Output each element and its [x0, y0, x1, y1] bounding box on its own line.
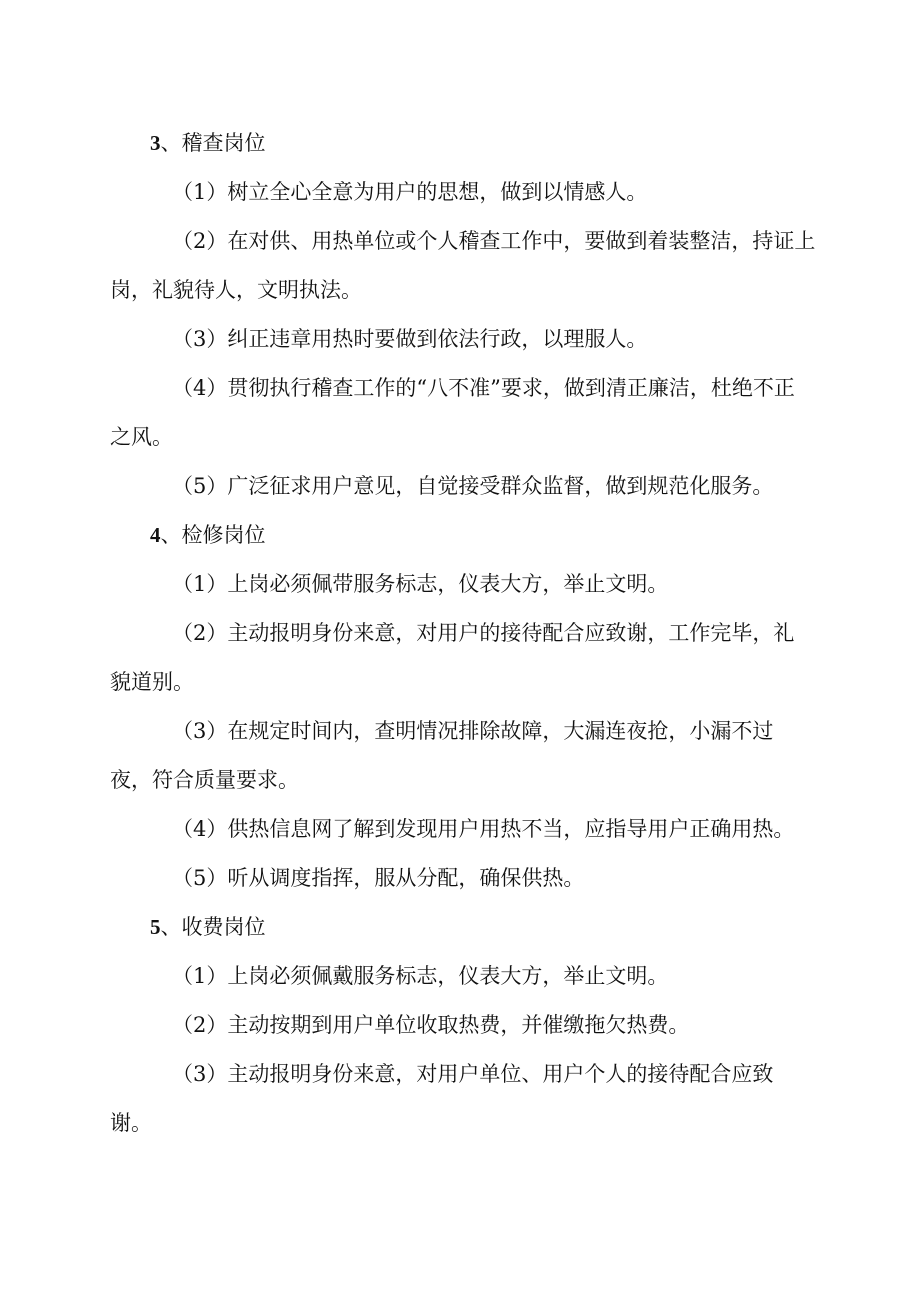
list-item: （4）供热信息网了解到发现用户用热不当，应指导用户正确用热。 [172, 817, 795, 841]
list-item: （5）听从调度指挥，服从分配，确保供热。 [172, 866, 585, 890]
list-item: （1）树立全心全意为用户的思想，做到以情感人。 [172, 180, 648, 204]
list-item: （3）纠正违章用热时要做到依法行政，以理服人。 [172, 327, 648, 351]
section-heading [150, 128, 920, 158]
list-item: （1）上岗必须佩戴服务标志，仪表大方，举止文明。 [172, 964, 669, 988]
list-item: （5）广泛征求用户意见，自觉接受群众监督，做到规范化服务。 [172, 474, 774, 498]
list-item: （3）主动报明身份来意，对用户单位、用户个人的接待配合应致 [172, 1062, 774, 1086]
list-item-continuation: 谢。 [110, 1111, 152, 1135]
list-item: （4）贯彻执行稽查工作的“八不准”要求，做到清正廉洁，杜绝不正 [172, 376, 795, 400]
section-number: 5 [150, 915, 161, 939]
list-item: （2）主动按期到用户单位收取热费，并催缴拖欠热费。 [172, 1013, 690, 1037]
list-item: （2）主动报明身份来意，对用户的接待配合应致谢，工作完毕，礼 [172, 621, 795, 645]
section-number: 4 [150, 523, 161, 547]
section-title: 、稽查岗位 [160, 131, 266, 155]
section-heading [150, 520, 920, 550]
list-item-continuation: 岗，礼貌待人，文明执法。 [110, 278, 362, 302]
section-title: 、检修岗位 [160, 523, 266, 547]
section-number: 3 [150, 131, 161, 155]
list-item: （1）上岗必须佩带服务标志，仪表大方，举止文明。 [172, 572, 669, 596]
list-item-continuation: 貌道别。 [110, 670, 194, 694]
list-item: （3）在规定时间内，查明情况排除故障，大漏连夜抢，小漏不过 [172, 719, 774, 743]
list-item-continuation: 夜，符合质量要求。 [110, 768, 299, 792]
section-heading [150, 912, 920, 942]
list-item: （2）在对供、用热单位或个人稽查工作中，要做到着装整洁，持证上 [172, 229, 816, 253]
list-item-continuation: 之风。 [110, 425, 173, 449]
section-title: 、收费岗位 [160, 915, 266, 939]
